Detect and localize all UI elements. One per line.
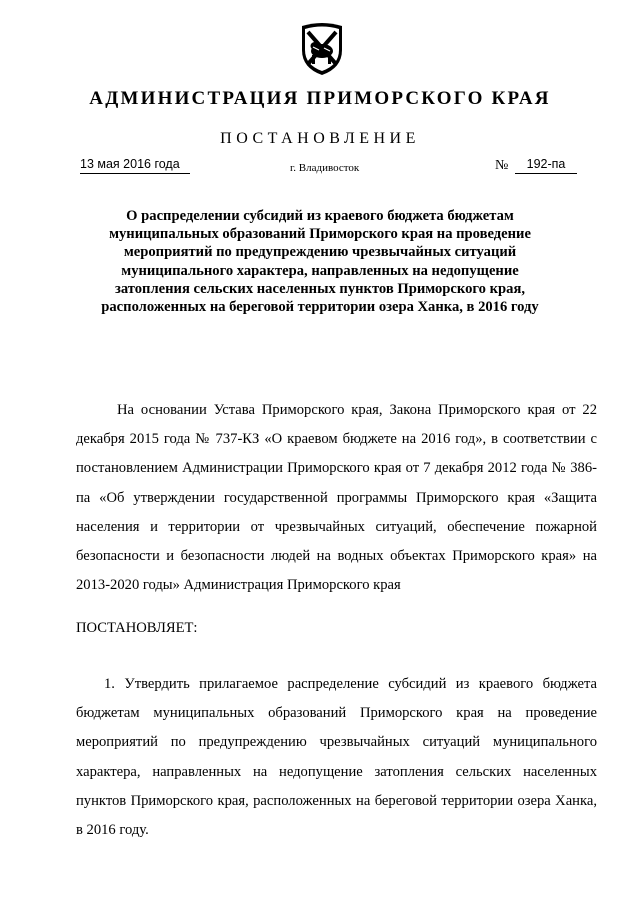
item-1-paragraph: 1. Утвердить прилагаемое распределение субсидий из краевого бюджета бюджетам муниципальных образований Приморского края на проведение мероприятий по предупреждению чрезвычайных ситуаций муниципального характера, направленных на недопущение затопления сельских населенных пунктов Приморского края, расположенных на береговой территории озера Ханка, в 2016 году. — [76, 676, 597, 839]
coat-of-arms-icon — [300, 20, 344, 76]
document-city: г. Владивосток — [290, 162, 360, 174]
decree-word: ПОСТАНОВЛЯЕТ: — [76, 620, 198, 636]
organization-title: АДМИНИСТРАЦИЯ ПРИМОРСКОГО КРАЯ — [89, 88, 551, 109]
preamble-paragraph: На основании Устава Приморского края, Закона Приморского края от 22 декабря 2015 года № 737-КЗ «О краевом бюджете на 2016 год», в соответствии с постановлением Администрации Приморского края от 7 декабря 2012 года № 386-па «Об утверждении государственной программы Приморского края «Защита населения и территории от чрезвычайных ситуаций, обеспечение пожарной безопасности и безопасности людей на водных объектах Приморского края» на 2013-2020 годы» Администрация Приморского края — [76, 402, 597, 594]
document-date: 13 мая 2016 года — [80, 157, 190, 174]
document-heading: О распределении субсидий из краевого бюджета бюджетам муниципальных образований Приморского края на проведение мероприятий по предупреждению чрезвычайных ситуаций муниципального характера, направленных на недопущение затопления сельских населенных пунктов Приморского края, расположенных на береговой территории озера Ханка, в 2016 году — [101, 208, 539, 316]
document-number: 192-па — [515, 157, 577, 174]
document-number-label: № — [495, 158, 509, 173]
document-type: ПОСТАНОВЛЕНИЕ — [220, 130, 420, 147]
